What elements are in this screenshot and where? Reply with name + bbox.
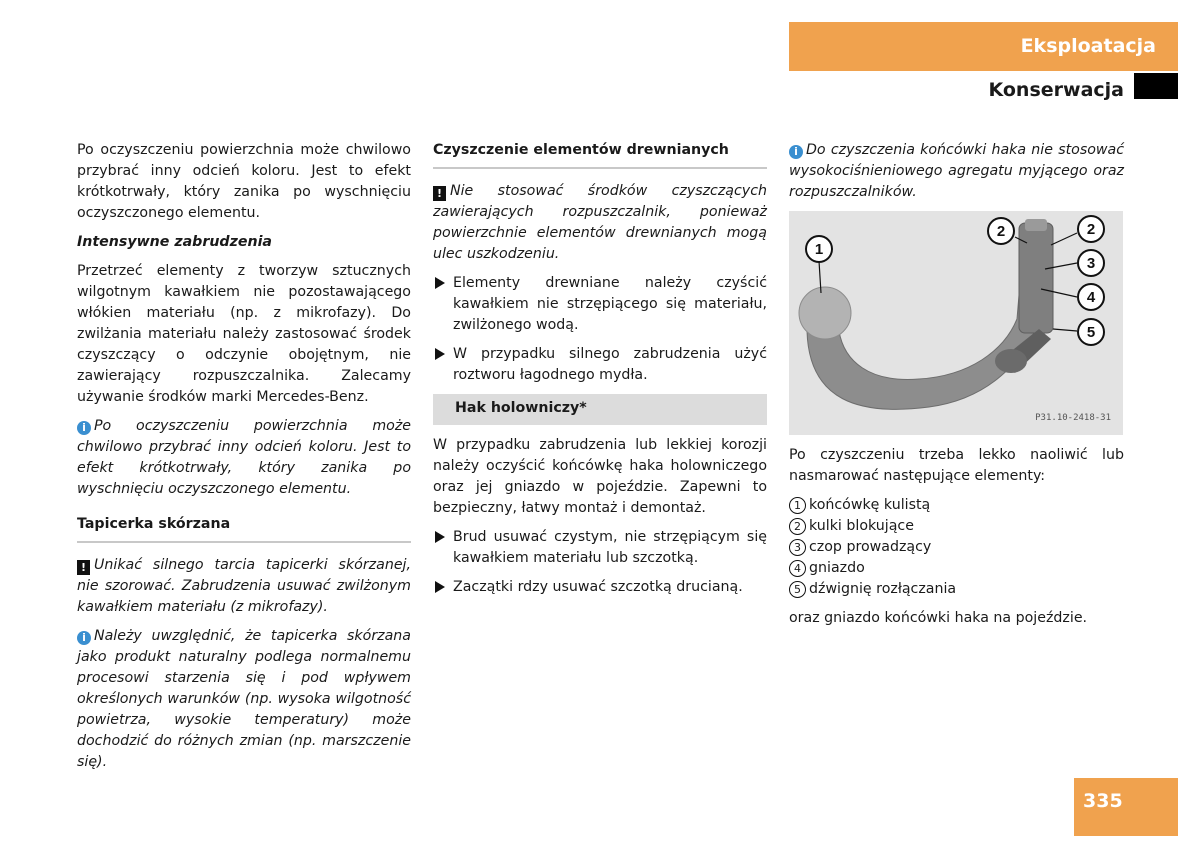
warning-note-text: Nie stosować środków czyszczących zawierających rozpuszczalnik, ponieważ powierzchnie elementów drewnianych mogą ulec uszkodzeniu.: [433, 183, 767, 262]
list-item-text: Zaczątki rdzy usuwać szczotką drucianą.: [453, 579, 743, 595]
callout-label: 1: [814, 241, 824, 258]
list-item: [789, 537, 1124, 558]
tow-hook-illustration: [789, 211, 1123, 435]
callout-label: 3: [1086, 255, 1096, 272]
list-item: [789, 558, 1124, 579]
tow-hook-figure: [789, 211, 1123, 435]
list-item: [433, 577, 767, 598]
circled-number: 5: [789, 581, 806, 598]
triangle-bullet-icon: [435, 531, 445, 543]
subheading-intensive-dirt: Intensywne zabrudzenia: [77, 234, 273, 250]
circled-number: 1: [789, 497, 806, 514]
info-icon: i: [789, 145, 803, 159]
warning-note-text: Unikać silnego tarcia tapicerki skórzanej, nie szorować. Zabrudzenia usuwać zwilżonym kawałkiem materiału (z mikrofazy).: [77, 557, 411, 615]
list-item-text: końcówkę kulistą: [809, 497, 931, 513]
paragraph: W przypadku zabrudzenia lub lekkiej korozji należy oczyścić końcówkę haka holowniczego oraz jej gniazdo w pojeździe. Zapewni to bezpieczny, łatwy montaż i demontaż.: [433, 437, 767, 516]
info-icon: i: [77, 631, 91, 645]
list-item-text: gniazdo: [809, 560, 865, 576]
list-item-text: czop prowadzący: [809, 539, 932, 555]
page-number: 335: [1074, 778, 1178, 836]
list-item: [789, 579, 1124, 600]
list-item-text: kulki blokujące: [809, 518, 914, 534]
info-note: [77, 416, 411, 500]
list-item-text: Brud usuwać czystym, nie strzępiącym się kawałkiem materiału lub szczotką.: [453, 529, 767, 566]
column-3: [789, 140, 1124, 637]
column-1: [77, 140, 411, 781]
heading-tow-hook: Hak holowniczy*: [433, 394, 767, 425]
info-note: [789, 140, 1124, 203]
paragraph: oraz gniazdo końcówki haka na pojeździe.: [789, 610, 1088, 626]
triangle-bullet-icon: [435, 581, 445, 593]
callout-label: 4: [1086, 289, 1096, 306]
header-marker-block: [1134, 73, 1178, 99]
column-2: [433, 140, 767, 606]
warning-note: [77, 555, 411, 618]
triangle-bullet-icon: [435, 348, 445, 360]
circled-number: 4: [789, 560, 806, 577]
subsection-title: Konserwacja: [988, 79, 1124, 101]
list-item: [433, 527, 767, 569]
list-item: [789, 495, 1124, 516]
callout-label: 5: [1086, 324, 1096, 341]
paragraph: Przetrzeć elementy z tworzyw sztucznych wilgotnym kawałkiem nie pozostawającego włókien materiału (np. z mikrofazy). Do zwilżania materiału należy zastosować środek czyszczący o odczynie obojętnym, nie zawierający rozpuszczalnika. Zalecamy używanie środków marki Mercedes-Benz.: [77, 263, 411, 405]
warning-note: [433, 181, 767, 265]
circled-number: 3: [789, 539, 806, 556]
heading-leather-upholstery: Tapicerka skórzana: [77, 514, 411, 543]
info-note: [77, 626, 411, 773]
info-note-text: Do czyszczenia końcówki haka nie stosować wysokociśnieniowego agregatu myjącego oraz rozpuszczalników.: [789, 142, 1124, 200]
list-item-text: dźwignię rozłączania: [809, 581, 957, 597]
warning-icon: !: [77, 560, 90, 575]
callout-label: 2: [996, 223, 1006, 240]
section-title: Eksploatacja: [789, 22, 1178, 71]
info-note-text: Po oczyszczeniu powierzchnia może chwilowo przybrać inny odcień koloru. Jest to efekt krótkotrwały, który zanika po wyschnięciu oczyszczonego elementu.: [77, 418, 411, 497]
heading-wood-cleaning: Czyszczenie elementów drewnianych: [433, 140, 767, 169]
circled-number: 2: [789, 518, 806, 535]
list-item-text: W przypadku silnego zabrudzenia użyć roztworu łagodnego mydła.: [453, 346, 767, 383]
info-note-text: Należy uwzględnić, że tapicerka skórzana jako produkt naturalny podlega normalnemu procesowi starzenia się i pod wpływem określonych warunków (np. wysoka wilgotność powietrza, wysokie temperatury) może dochodzić do różnych zmian (np. marszczenie się).: [77, 628, 411, 770]
triangle-bullet-icon: [435, 277, 445, 289]
info-icon: i: [77, 421, 91, 435]
callout-label: 2: [1086, 221, 1096, 238]
figure-code: P31.10-2418-31: [1035, 413, 1111, 423]
warning-icon: !: [433, 186, 446, 201]
paragraph: Po oczyszczeniu powierzchnia może chwilowo przybrać inny odcień koloru. Jest to efekt krótkotrwały, który zanika po wyschnięciu oczyszczonego elementu.: [77, 142, 411, 221]
paragraph: Po czyszczeniu trzeba lekko naoliwić lub nasmarować następujące elementy:: [789, 447, 1124, 484]
list-item-text: Elementy drewniane należy czyścić kawałkiem nie strzępiącego się materiału, zwilżonego wodą.: [453, 275, 767, 333]
list-item: [433, 344, 767, 386]
list-item: [433, 273, 767, 336]
list-item: [789, 516, 1124, 537]
